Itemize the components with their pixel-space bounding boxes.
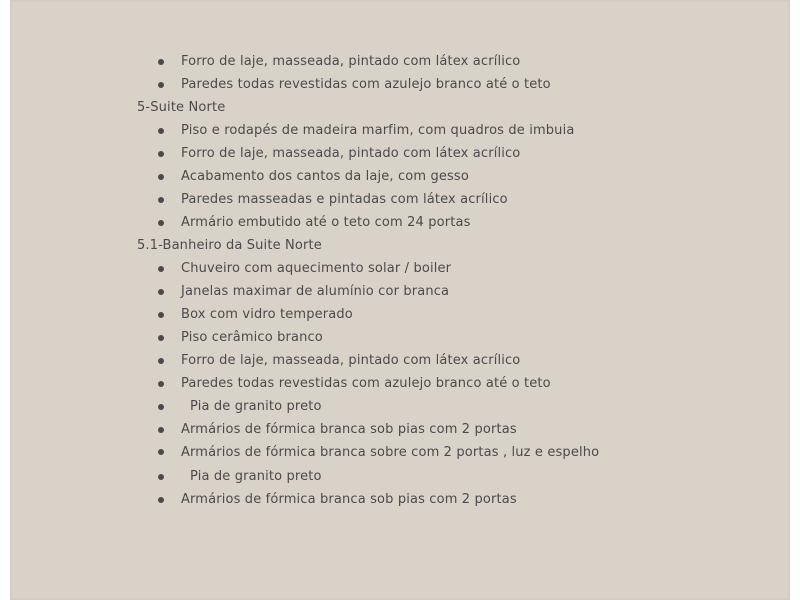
bullet-icon [158,266,164,272]
list-item [137,465,657,488]
bullet-icon [158,174,164,180]
list-item [137,418,657,441]
bullet-icon [158,59,164,65]
bullet-icon [158,312,164,318]
bullet-icon [158,220,164,226]
list-item-text: Acabamento dos cantos da laje, com gesso [181,169,469,184]
section-heading: 5.1-Banheiro da Suite Norte [137,238,322,253]
list-item-text: Pia de granito preto [190,469,322,484]
list-item-text: Chuveiro com aquecimento solar / boiler [181,261,452,276]
bullet-icon [158,197,164,203]
scanned-page [10,0,790,600]
list-item-text: Piso cerâmico branco [181,330,323,345]
list-item-text: Forro de laje, masseada, pintado com látex acrílico [181,353,521,368]
list-item-text: Forro de laje, masseada, pintado com látex acrílico [181,146,521,161]
list-item-text: Paredes todas revestidas com azulejo branco até o teto [181,376,551,391]
list-item [137,280,657,303]
list-item-text: Armário embutido até o teto com 24 portas [181,215,471,230]
bullet-icon [158,335,164,341]
list-item [137,257,657,280]
list-item [137,73,657,96]
list-item [137,303,657,326]
list-item [137,488,657,511]
list-item [137,188,657,211]
bullet-icon [158,449,164,455]
bullet-icon [158,151,164,157]
list-item [137,441,641,465]
list-item [137,165,657,188]
list-item [137,395,657,418]
list-item [137,50,657,73]
section-heading: 5-Suite Norte [137,100,226,115]
bullet-icon [158,128,164,134]
list-item-text: Janelas maximar de alumínio cor branca [181,284,450,299]
list-item-text: Armários de fórmica branca sob pias com 2 portas [181,492,517,507]
bullet-icon [158,289,164,295]
list-item [137,326,657,349]
list-item-text: Piso e rodapés de madeira marfim, com quadros de imbuia [181,123,575,138]
bullet-icon [158,497,164,503]
list-item-text: Paredes todas revestidas com azulejo branco até o teto [181,77,551,92]
list-item [137,372,657,395]
bullet-icon [158,404,164,410]
list-item-text: Armários de fórmica branca sob pias com 2 portas [181,422,517,437]
bullet-icon [158,427,164,433]
bullet-icon [158,474,164,480]
bullet-icon [158,82,164,88]
bullet-icon [158,381,164,387]
list-item [137,211,657,234]
list-item [137,349,657,372]
list-item-text: Armários de fórmica branca sobre com 2 portas , luz e espelho [181,445,600,460]
list-item-text: Pia de granito preto [190,399,322,414]
list-item-text: Paredes masseadas e pintadas com látex acrílico [181,192,508,207]
document-body [137,50,657,511]
list-item [137,142,657,165]
list-item-text: Forro de laje, masseada, pintado com látex acrílico [181,54,521,69]
list-item [137,119,657,142]
bullet-icon [158,358,164,364]
list-item-text: Box com vidro temperado [181,307,353,322]
